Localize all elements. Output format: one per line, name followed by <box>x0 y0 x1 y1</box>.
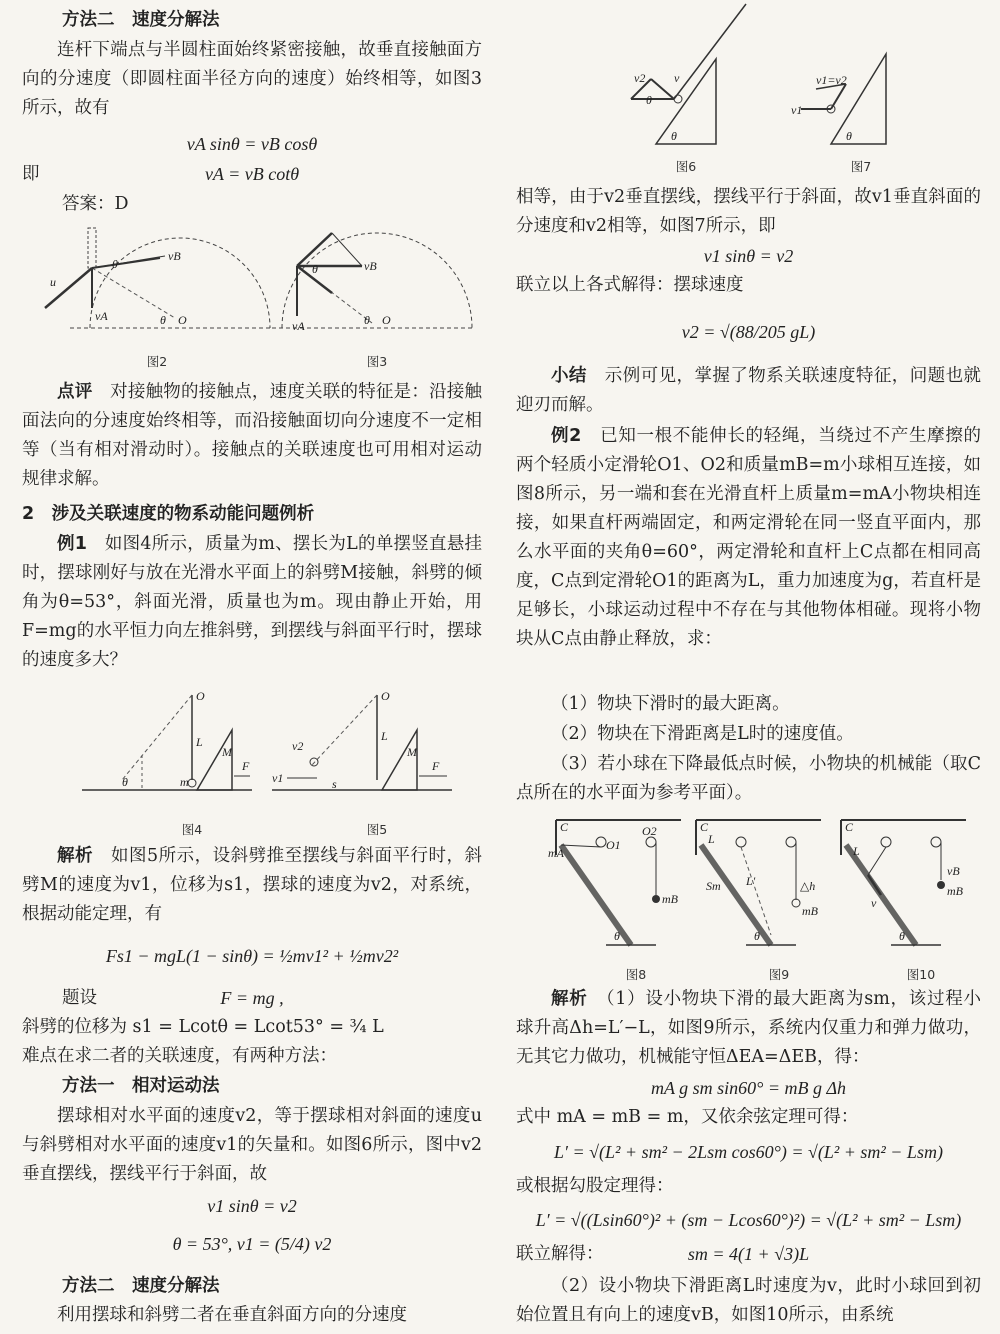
O-label: O <box>381 689 390 703</box>
theta-label: θ <box>364 313 370 327</box>
ji-label: 即 <box>22 164 40 184</box>
M-label: M <box>222 745 232 759</box>
continued-paragraph: 相等，由于v2垂直摆线，摆线平行于斜面，故v1垂直斜面的分速度和v2相等，如图7所示，即 <box>516 187 981 236</box>
theta-label: θ <box>122 775 128 789</box>
v2-label: v2 <box>634 71 646 85</box>
figure-7-diagram <box>791 4 901 149</box>
C-label: C <box>700 820 709 834</box>
given-label: 题设 <box>62 988 97 1008</box>
fig4-caption: 图4 <box>181 822 203 837</box>
L-prime-label: L′ <box>746 874 756 888</box>
theta-label: θ <box>899 929 905 943</box>
mB-label: mB <box>662 892 678 906</box>
summary-label: 小结 <box>551 366 587 386</box>
s-label: s <box>332 777 337 791</box>
fig7-caption: 图7 <box>850 159 872 174</box>
u-label: u <box>50 275 56 289</box>
v1-label: v1 <box>791 103 803 117</box>
vA-label: vA <box>292 319 305 333</box>
difficulty: 难点在求二者的关联速度，有两种方法： <box>22 1046 337 1066</box>
question-1: （1）物块下滑时的最大距离。 <box>551 694 790 714</box>
method2-heading: 方法二 速度分解法 <box>62 10 220 30</box>
vB-label: vB <box>168 249 181 263</box>
example-2-label: 例2 <box>551 426 582 446</box>
comment-block <box>22 378 482 494</box>
solve-row <box>516 1240 981 1269</box>
analysis-text: 如图5所示，设斜劈推至摆线与斜面平行时，斜劈M的速度为v1，位移为s1，摆球的速度为v2，对系统，根据动能定理，有 <box>22 846 483 924</box>
fig2-caption: 图2 <box>146 354 168 369</box>
O-label: O <box>382 313 391 327</box>
example-1 <box>22 530 482 675</box>
example-1-label: 例1 <box>57 534 87 554</box>
equation-8-note: 式中 mA = mB = m，又依余弦定理可得： <box>516 1107 859 1127</box>
equation-1: vA sinθ = vB cosθ <box>186 134 318 154</box>
given-equation: F = mg , <box>220 988 284 1008</box>
last-paragraph: （2）设小物块下滑距离L时速度为v，此时小球回到初始位置且有向上的速度vB，如图10所示，由系统 <box>516 1276 981 1325</box>
L-label: L <box>853 844 860 858</box>
example-2 <box>516 422 981 654</box>
answer: 答案：D <box>62 194 129 214</box>
equation-3: Fs1 − mgL(1 − sinθ) = ½mv1² + ½mv2² <box>105 946 399 966</box>
mB-label: mB <box>947 884 963 898</box>
analysis-label: 解析 <box>57 846 93 866</box>
fig6-caption: 图6 <box>675 159 697 174</box>
m-label: m <box>180 775 189 789</box>
fig9-caption: 图9 <box>768 967 790 982</box>
theta-label: θ <box>312 262 318 276</box>
v-label: v <box>871 896 877 910</box>
delta-h-label: △h <box>800 879 816 893</box>
theta-label: θ <box>846 129 852 143</box>
equation-10: L′ = √((Lsin60°)² + (sm − Lcos60°)²) = √(L² + sm² − Lsm) <box>535 1210 962 1230</box>
L-label: L <box>708 832 715 846</box>
Sm-label: Sm <box>706 879 721 893</box>
analysis-block <box>22 842 482 929</box>
example-1-text: 如图4所示，质量为m、摆长为L的单摆竖直悬挂时，摆球刚好与放在光滑水平面上的斜劈M接触，斜劈的倾角为θ=53°，斜面光滑，质量也为m。现由静止开始，用F=mg的水平恒力向左推斜劈，到摆线与斜面平行时，摆球的速度多大？ <box>22 534 482 670</box>
L-label: L <box>196 735 203 749</box>
method2b-heading: 方法二 速度分解法 <box>62 1276 220 1296</box>
equation-7: v2 = √(88/205 gL) <box>681 322 816 342</box>
given-row <box>22 984 482 1013</box>
figure-2-diagram <box>40 228 270 338</box>
equation-11: sm = 4(1 + √3)L <box>687 1244 810 1264</box>
figure-3-diagram <box>272 228 472 338</box>
v2-label: v2 <box>292 739 304 753</box>
M-label: M <box>407 745 417 759</box>
theta-label: θ <box>754 929 760 943</box>
fig8-caption: 图8 <box>625 967 647 982</box>
summary-text: 示例可见，掌握了物系关联速度特征，问题也就迎刃而解。 <box>516 366 982 415</box>
summary-block <box>516 362 981 420</box>
vB-label: vB <box>364 259 377 273</box>
v1-eq-v2-label: v1=v2 <box>816 73 847 87</box>
theta-label: θ <box>160 313 166 327</box>
section-2-heading: 2 涉及关联速度的物系动能问题例析 <box>22 504 315 524</box>
pythagoras-note: 或根据勾股定理得： <box>516 1176 674 1196</box>
paragraph-contact: 连杆下端点与半圆柱面始终紧密接触，故垂直接触面方向的分速度（即圆柱面半径方向的速度）始终相等，如图3所示，故有 <box>22 40 482 118</box>
analysis-2-label: 解析 <box>551 989 588 1009</box>
theta-label: θ <box>112 257 118 271</box>
figure-6-diagram <box>626 4 746 149</box>
figure-10-diagram <box>831 815 971 955</box>
vA-label: vA <box>95 309 108 323</box>
comment-text: 对接触物的接触点，速度关联的特征是：沿接触面法向的分速度始终相等，而沿接触面切向分速度不一定相等（当有相对滑动时）。接触点的关联速度也可用相对运动规律求解。 <box>22 382 483 489</box>
figure-4-diagram <box>82 690 252 800</box>
theta-label: θ <box>646 93 652 107</box>
comment-label: 点评 <box>57 382 93 402</box>
v-label: v <box>674 71 680 85</box>
joint-solution: 联立以上各式解得：摆球速度 <box>516 275 744 295</box>
F-label: F <box>242 759 250 773</box>
mA-label: mA <box>548 846 564 860</box>
figure-8-diagram <box>546 815 686 955</box>
F-label: F <box>432 759 440 773</box>
vB-label: vB <box>947 864 960 878</box>
equation-2: vA = vB cotθ <box>204 164 300 184</box>
question-3: （3）若小球在下降最低点时候，小物块的机械能（取C点所在的水平面为参考平面）。 <box>516 754 981 803</box>
v1-label: v1 <box>272 771 284 785</box>
method1-heading: 方法一 相对运动法 <box>62 1076 220 1096</box>
method2b-text: 利用摆球和斜劈二者在垂直斜面方向的分速度 <box>57 1305 407 1325</box>
O-label: O <box>178 313 187 327</box>
method1-text: 摆球相对水平面的速度v2，等于摆球相对斜面的速度u与斜劈相对水平面的速度v1的矢量和。如图6所示，图中v2垂直摆线，摆线平行于斜面，故 <box>22 1106 482 1184</box>
O-label: O <box>196 689 205 703</box>
analysis-2-block <box>516 985 981 1072</box>
equation-4: v1 sinθ = v2 <box>207 1196 297 1216</box>
theta-label: θ <box>614 929 620 943</box>
mB-label: mB <box>802 904 818 918</box>
equation-9: L′ = √(L² + sm² − 2Lsm cos60°) = √(L² + sm² − Lsm) <box>554 1142 943 1162</box>
equation-6: v1 sinθ = v2 <box>703 246 794 266</box>
analysis-2-text: （1）设小物块下滑的最大距离为sm，该过程小球升高Δh=L′−L，如图9所示，系统内仅重力和弹力做功，无其它力做功，机械能守恒ΔEA=ΔEB，得： <box>516 989 981 1067</box>
C-label: C <box>845 820 854 834</box>
displacement: 斜劈的位移为 s1 = Lcotθ = Lcot53° = ¾ L <box>22 1017 384 1037</box>
equation-8: mA g sm sin60° = mB g Δh <box>650 1078 847 1098</box>
equation-2-row <box>22 160 482 189</box>
O1-label: O1 <box>606 838 621 852</box>
L-label: L <box>381 729 388 743</box>
fig3-caption: 图3 <box>366 354 388 369</box>
figure-5-diagram <box>272 690 452 800</box>
theta-label: θ <box>671 129 677 143</box>
fig5-caption: 图5 <box>366 822 388 837</box>
O2-label: O2 <box>642 824 657 838</box>
question-2: （2）物块在下滑距离是L时的速度值。 <box>551 724 854 744</box>
example-2-text: 已知一根不能伸长的轻绳，当绕过不产生摩擦的两个轻质小定滑轮O1、O2和质量mB=m小球相互连接，如图8所示，另一端和套在光滑直杆上质量m=mA小物块相连接，如果直杆两端固定，和两定滑轮在同一竖直平面内，那么水平面的夹角θ=60°，两定滑轮和直杆上C点都在相同高度，C点到定滑轮O1的距离为L，重力加速度为g，若直杆是足够长，小球运动过程中不存在与其他物体相碰。现将小物块从C点由静止释放，求： <box>516 426 981 649</box>
C-label: C <box>560 820 569 834</box>
fig10-caption: 图10 <box>906 967 936 982</box>
solve-label: 联立解得： <box>516 1244 604 1264</box>
figure-9-diagram <box>686 815 826 955</box>
equation-5: θ = 53°, v1 = (5/4) v2 <box>172 1234 332 1254</box>
